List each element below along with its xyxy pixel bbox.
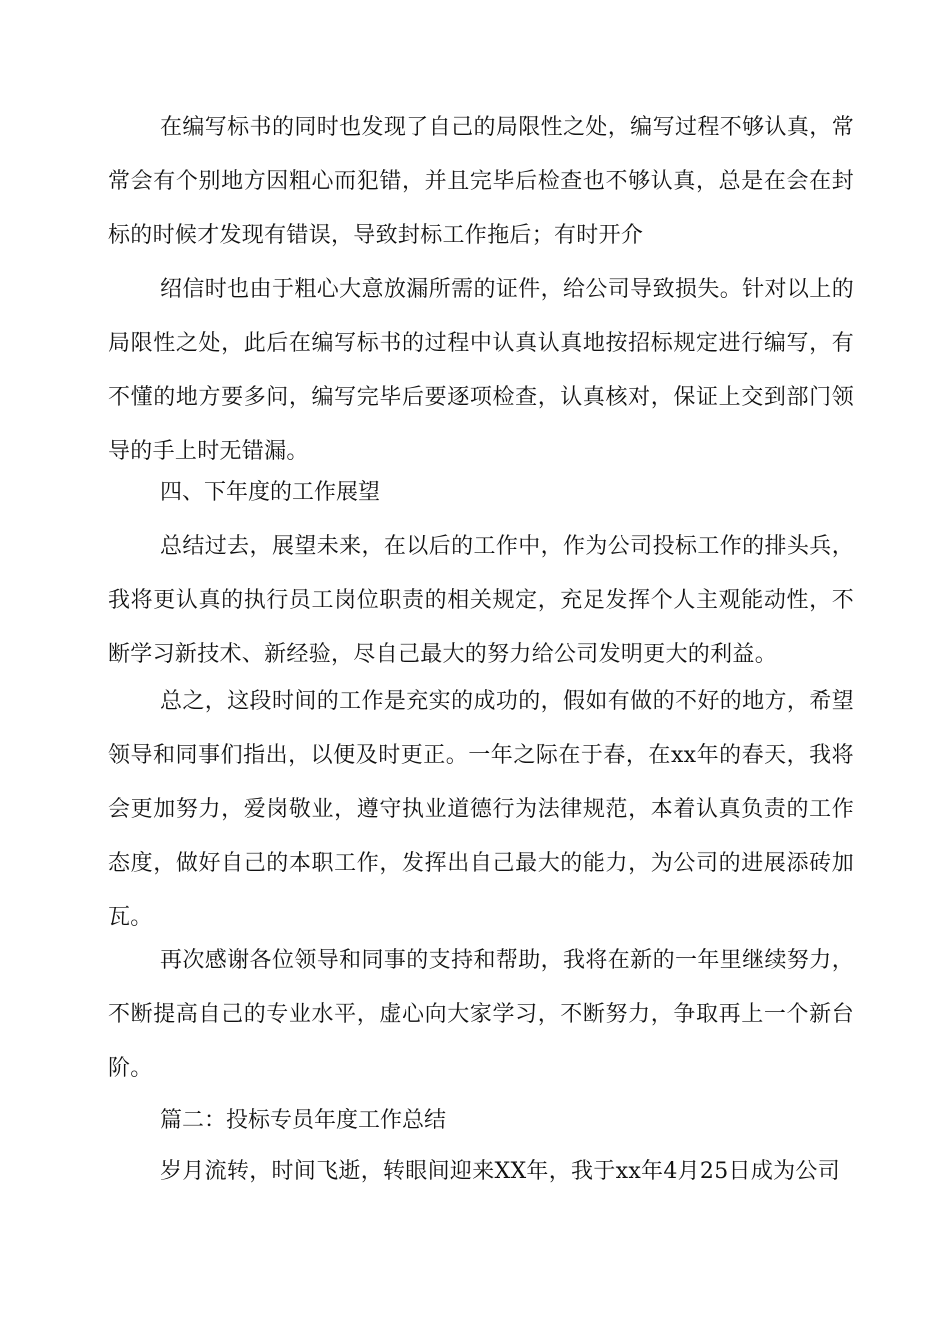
paragraph-improvements: 绍信时也由于粗心大意放漏所需的证件，给公司导致损失。针对以上的局限性之处，此后在编写标书的过程中认真认真地按招标规定进行编写，有不懂的地方要多问，编写完毕后要逐项检查，认真核对，保证上交到部门领导的手上时无错漏。 <box>108 277 854 464</box>
paragraph-thanks: 再次感谢各位领导和同事的支持和帮助，我将在新的一年里继续努力，不断提高自己的专业水平，虚心向大家学习，不断努力，争取再上一个新台阶。 <box>108 948 854 1081</box>
paragraph-part-two-intro: 岁月流转，时间飞逝，转眼间迎来XX年，我于xx年4月25日成为公司 <box>160 1159 841 1184</box>
section-heading-outlook: 四、下年度的工作展望 <box>160 480 381 505</box>
paragraph-limitations: 在编写标书的同时也发现了自己的局限性之处，编写过程不够认真，常常会有个别地方因粗心而犯错，并且完毕后检查也不够认真，总是在会在封标的时候才发现有错误，导致封标工作拖后；有时开介 <box>108 115 854 248</box>
section-heading-part-two: 篇二：投标专员年度工作总结 <box>160 1108 447 1133</box>
paragraph-outlook: 总结过去，展望未来，在以后的工作中，作为公司投标工作的排头兵，我将更认真的执行员工岗位职责的相关规定，充足发挥个人主观能动性，不断学习新技术、新经验，尽自己最大的努力给公司发明更大的利益。 <box>108 534 854 667</box>
paragraph-summary: 总之，这段时间的工作是充实的成功的，假如有做的不好的地方，希望领导和同事们指出，以便及时更正。一年之际在于春，在xx年的春天，我将会更加努力，爱岗敬业，遵守执业道德行为法律规范，本着认真负责的工作态度，做好自己的本职工作，发挥出自己最大的能力，为公司的进展添砖加瓦。 <box>108 689 854 930</box>
